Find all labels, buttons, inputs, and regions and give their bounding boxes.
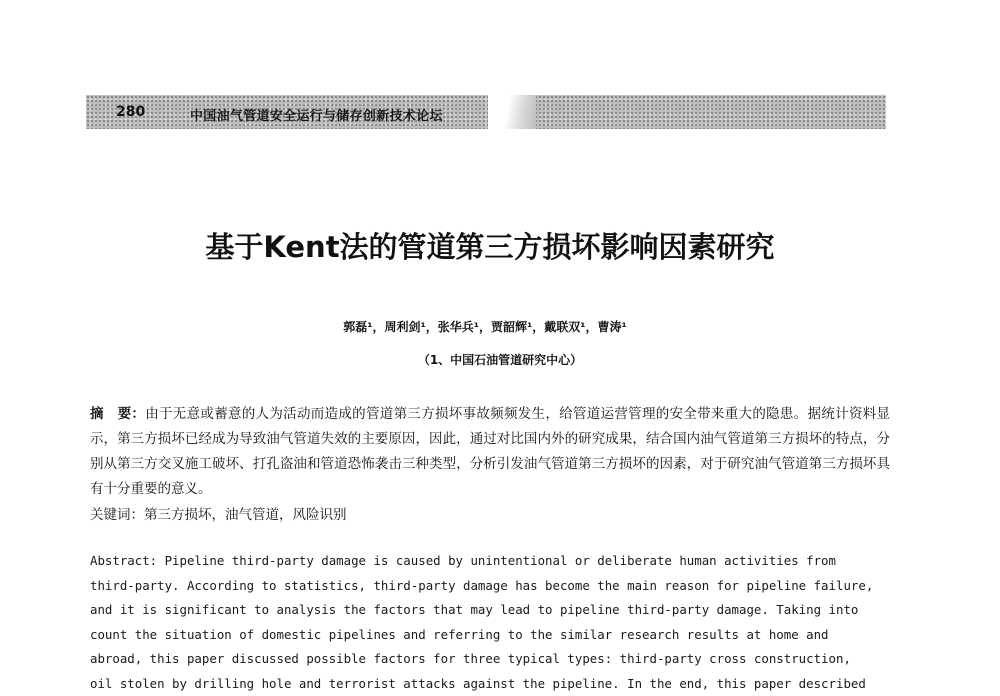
author-list: 郭磊¹，周利剑¹，张华兵¹，贾韶辉¹，戴联双¹，曹涛¹ <box>0 318 970 335</box>
abstract-text: 由于无意或蓄意的人为活动而造成的管道第三方损坏事故频频发生，给管道运营管理的安全带来重大的隐患。据统计资料显示，第三方损坏已经成为导致油气管道失效的主要原因，因此，通过对比国内外的研究成果，结合国内油气管道第三方损坏的特点，分别从第三方交叉施工破坏、打孔盗油和管道恐怖袭击三种类型，分析引发油气管道第三方损坏的因素，对于研究油气管道第三方损坏具有十分重要的意义。 <box>90 406 890 497</box>
chinese-abstract <box>90 402 890 502</box>
english-abstract-line: third-party. According to statistics, third-party damage has become the main reason for pipeline failure, <box>90 574 890 599</box>
keywords <box>90 503 890 528</box>
english-abstract-line: count the situation of domestic pipelines and referring to the similar research results at home and <box>90 623 890 648</box>
keywords-text: 第三方损坏，油气管道，风险识别 <box>144 507 347 523</box>
keywords-label: 关键词： <box>90 507 144 523</box>
english-abstract-line: and it is significant to analysis the factors that may lead to pipeline third-party damage. Taking into <box>90 598 890 623</box>
english-abstract-line: oil stolen by drilling hole and terrorist attacks against the pipeline. In the end, this paper described <box>90 672 890 696</box>
running-header-title: 中国油气管道安全运行与储存创新技术论坛 <box>190 105 443 124</box>
english-abstract-line: abroad, this paper discussed possible factors for three typical types: third-party cross construction, <box>90 647 890 672</box>
abstract-label: 摘 要： <box>90 406 145 422</box>
english-abstract-line: Abstract: Pipeline third-party damage is caused by unintentional or deliberate human activities from <box>90 549 890 574</box>
english-abstract <box>90 549 890 696</box>
paper-title: 基于Kent法的管道第三方损坏影响因素研究 <box>0 225 980 266</box>
header-band-gap <box>488 95 536 129</box>
page-number: 280 <box>116 104 145 120</box>
affiliation: （1、中国石油管道研究中心） <box>0 351 1000 368</box>
